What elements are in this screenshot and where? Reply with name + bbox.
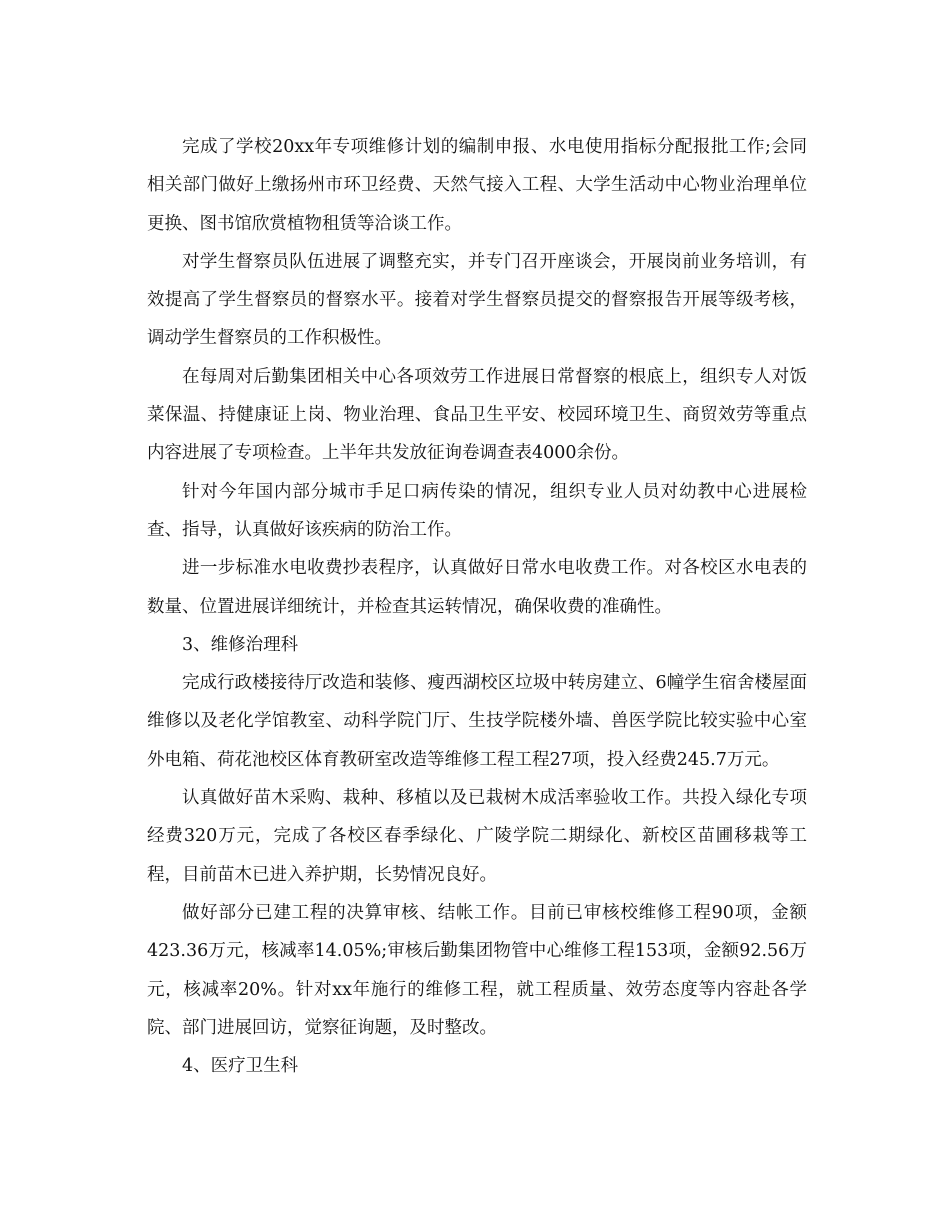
paragraph-audit: 做好部分已建工程的决算审核、结帐工作。目前已审核校维修工程90项，金额423.36万元，核减率14.05%;审核后勤集团物管中心维修工程153项，金额92.56万元，核减率20%。针对xx年施行的维修工程，就工程质量、效劳态度等内容赴各学院、部门进展回访，觉察征询题，及时整改。 — [147, 902, 807, 1038]
paragraph-greening: 认真做好苗木采购、栽种、移植以及已栽树木成活率验收工作。共投入绿化专项经费320万元，完成了各校区春季绿化、广陵学院二期绿化、新校区苗圃移栽等工程，目前苗木已进入养护期，长势情况良好。 — [147, 788, 807, 885]
paragraph-student-inspectors: 对学生督察员队伍进展了调整充实，并专门召开座谈会，开展岗前业务培训，有效提高了学生督察员的督察水平。接着对学生督察员提交的督察报告开展等级考核，调动学生督察员的工作积极性。 — [147, 251, 807, 349]
paragraph-repair-projects: 完成行政楼接待厅改造和装修、瘦西湖校区垃圾中转房建立、6幢学生宿舍楼屋面维修以及老化学馆教室、动科学院门厅、生技学院楼外墙、兽医学院比较实验中心室外电箱、荷花池校区体育教研室改造等维修工程工程27项，投入经费245.7万元。 — [147, 673, 807, 770]
paragraph-maintenance-plan: 完成了学校20xx年专项维修计划的编制申报、水电使用指标分配报批工作;会同相关部门做好上缴扬州市环卫经费、天然气接入工程、大学生活动中心物业治理单位更换、图书馆欣赏植物租赁等洽谈工作。 — [147, 137, 807, 234]
paragraph-special-inspection: 在每周对后勤集团相关中心各项效劳工作进展日常督察的根底上，组织专人对饭菜保温、持健康证上岗、物业治理、食品卫生平安、校园环境卫生、商贸效劳等重点内容进展了专项检查。上半年共发放征询卷调查表4000余份。 — [147, 366, 807, 464]
section-heading-maintenance: 3、维修治理科 — [182, 634, 299, 655]
document-body — [147, 128, 807, 1085]
paragraph-hand-foot-mouth: 针对今年国内部分城市手足口病传染的情况，组织专业人员对幼教中心进展检查、指导，认真做好该疾病的防治工作。 — [147, 481, 807, 540]
section-heading-medical: 4、医疗卫生科 — [182, 1056, 299, 1077]
paragraph-utility-billing: 进一步标准水电收费抄表程序，认真做好日常水电收费工作。对各校区水电表的数量、位置进展详细统计，并检查其运转情况，确保收费的准确性。 — [147, 558, 807, 617]
